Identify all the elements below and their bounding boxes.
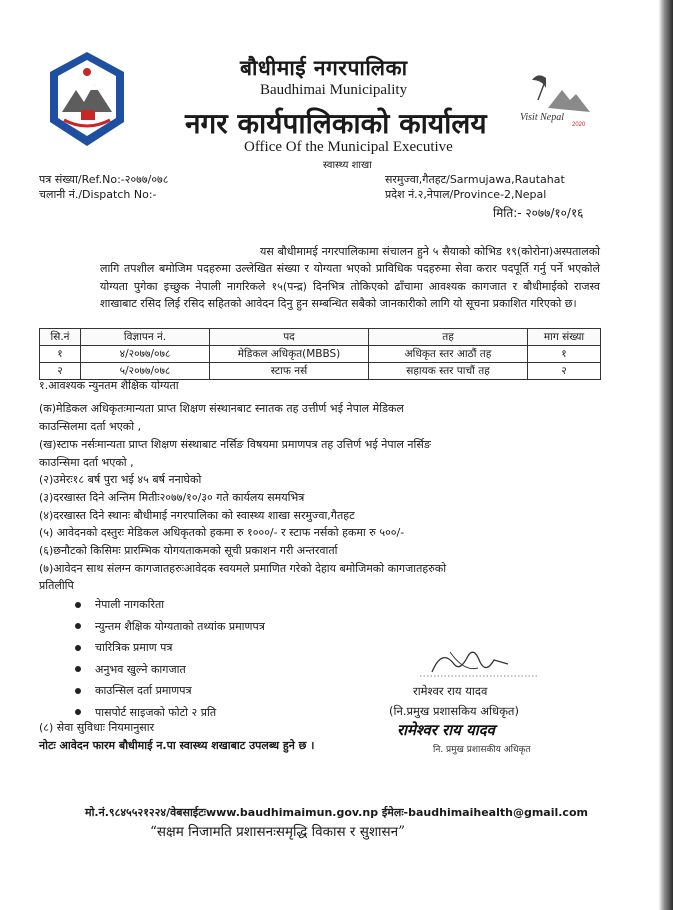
req-benefits: (८) सेवा सुविधाः नियमानुसार xyxy=(39,721,155,734)
req-nurse-line2: काउन्सिमा दर्ता भएको , xyxy=(39,456,134,469)
bullet-icon xyxy=(75,666,81,672)
bullet-icon xyxy=(75,623,81,629)
reference-number: पत्र संख्या/Ref.No:-२०७७/०७८ xyxy=(39,173,169,186)
cell-level: अधिकृत स्तर आठौं तह xyxy=(369,346,528,363)
footer-motto: “सक्षम निजामति प्रशासनःसमृद्धि विकास र सुशासन” xyxy=(150,824,406,840)
signatory-title: (नि.प्रमुख प्रशासकिय अधिकृत) xyxy=(389,704,519,718)
visit-nepal-logo-icon xyxy=(518,70,598,128)
cell-demand: २ xyxy=(528,363,601,380)
req-fee: (५) आवेदनको दस्तुरः मेडिकल अधिकृतको हकमा रु १०००/- र स्टाफ नर्सको हकमा रु ५००/- xyxy=(39,526,405,539)
page-edge-shadow xyxy=(659,0,673,910)
note-text: नोटः आवेदन फारम बौधीमाई न.पा स्वास्थ्य शखाबाट उपलब्ध हुने छ । xyxy=(39,739,315,752)
req-age: (२)उमेरः१८ बर्ष पुरा भई ४५ बर्ष ननाघेको xyxy=(39,473,202,486)
cell-post: मेडिकल अधिकृत(MBBS) xyxy=(210,346,369,363)
vacancy-table xyxy=(39,328,601,380)
col-demand: माग संख्या xyxy=(528,329,601,346)
col-advert-no: विज्ञापन नं. xyxy=(81,329,210,346)
section-name: स्वास्थ्य शाखा xyxy=(323,160,372,171)
municipality-emblem-icon xyxy=(44,50,130,150)
list-item: काउन्सिल दर्ता प्रमाणपत्र xyxy=(75,680,265,702)
req-deadline: (३)दरखास्त दिने अन्तिम मितीः२०७७/१०/३० गते कार्यलय समयभित्र xyxy=(39,491,305,504)
bullet-icon xyxy=(75,709,81,715)
documents-list xyxy=(75,594,265,723)
org-name-nepali: बौधीमाई नगरपालिका xyxy=(240,56,408,80)
signatory-name: रामेश्वर राय यादव xyxy=(413,684,488,698)
list-item: नेपाली नागकरिता xyxy=(75,594,265,616)
office-title-nepali: नगर कार्यपालिकाको कार्यालय xyxy=(185,107,487,140)
req-location: (४)दरखास्त दिने स्थानः बौधीमाई नगरपालिका को स्वास्थ्य शाखा सरमुज्वा,गैतहट xyxy=(39,509,355,522)
list-item: चारित्रिक प्रमाण पत्र xyxy=(75,637,265,659)
req-documents-line2: प्रतिलीपि xyxy=(39,579,74,592)
org-name-english: Baudhimai Municipality xyxy=(260,82,408,98)
notice-first-line: यस बौधीमामई नगरपालिकामा संचालन हुने ५ सैयाको कोभिड xyxy=(260,245,502,258)
address-line-2: प्रदेश नं.२,नेपाल/Province-2,Nepal xyxy=(385,188,547,201)
col-level: तह xyxy=(369,329,528,346)
list-item: अनुभव खुल्ने कागजात xyxy=(75,659,265,681)
bullet-icon xyxy=(75,602,81,608)
cell-demand: १ xyxy=(528,346,601,363)
address-line-1: सरमुज्वा,गैतहट/Sarmujawa,Rautahat xyxy=(385,173,565,186)
visit-nepal-year: 2020 xyxy=(572,122,586,128)
notice-date: मिति:- २०७७/१०/१६ xyxy=(493,206,584,220)
table-header-row xyxy=(40,329,601,346)
col-post: पद xyxy=(210,329,369,346)
req-medical-line2: काउन्सिलमा दर्ता भएको , xyxy=(39,420,142,433)
req-medical-line1: (क)मेडिकल अधिकृतःमान्यता प्राप्त शिक्षण संस्थानबाट स्नातक तह उत्तीर्ण भई नेपाल मेडिकल xyxy=(39,402,404,415)
table-row xyxy=(40,346,601,363)
bullet-icon xyxy=(75,688,81,694)
stamp-name: रामेश्वर राय यादव xyxy=(397,721,495,739)
dispatch-number: चलानी नं./Dispatch No:- xyxy=(39,188,157,201)
bullet-icon xyxy=(75,645,81,651)
req-selection: (६)छनौटको किसिमः प्रारम्भिक योगयताकमको सूची प्रकाशन गरी अन्तरवार्ता xyxy=(39,544,338,557)
req-nurse-line1: (ख)स्टाफ नर्सःमान्यता प्राप्त शिक्षण संस्थाबाट नर्सिङ विषयमा प्रमाणपत्र तह उत्तिर्ण भई नेपाल नर्सिङ xyxy=(39,438,431,451)
table-row xyxy=(40,363,601,380)
stamp-title: नि. प्रमुख प्रशासकीय अधिकृत xyxy=(433,745,531,755)
cell-post: स्टाफ नर्स xyxy=(210,363,369,380)
req-qualification-heading: १.आवश्यक न्युनतम शैक्षिक योग्यता xyxy=(39,379,179,392)
signature-scribble-icon xyxy=(420,642,540,682)
cell-serial: १ xyxy=(40,346,81,363)
footer-contact-line: मो.नं.९८४५५२१२२४/वेबसाईटःwww.baudhimaimun.gov.np ईमेलः-baudhimaihealth@gmail.com xyxy=(85,806,588,819)
office-title-english: Office Of the Municipal Executive xyxy=(244,139,453,155)
notice-rest: १९(कोरोना)अस्पतालको लागि तपशील बमोजिम पदहरुमा उल्लेखित संख्या र योग्यता भएको प्राविधिक पदहरुमा सेवा करार पदपूर्ति गर्नु पर्ने भएकोले योग्यता पुगेका इच्छुक नेपाली नागरिकले १५(पन्द्र) दिनभित्र तोकिएको ढाँचामा आवश्यक कागजात र बौधीमाईको राजस्व शाखाबाट रसिद लिई रसिद सहितको आवेदन दिनु हुन सम्बन्धित सबैको जानकारीको लागि यो सूचना प्रकाशित गरिएको छ। xyxy=(100,245,601,311)
cell-advert-no: ४/२०७७/०७८ xyxy=(81,346,210,363)
cell-advert-no: ५/२०७७/०७८ xyxy=(81,363,210,380)
visit-nepal-text: Visit Nepal xyxy=(520,112,564,123)
notice-paragraph xyxy=(100,243,600,313)
req-documents-line1: (७)आवेदन साथ संलग्न कागजातहरुःआवेदक स्वयमले प्रमाणित गरेको देहाय बमोजिमको कागजातहरुको xyxy=(39,562,447,575)
list-item: पासपोर्ट साइजको फोटो २ प्रति xyxy=(75,702,265,724)
cell-level: सहायक स्तर पाचौं तह xyxy=(369,363,528,380)
cell-serial: २ xyxy=(40,363,81,380)
col-serial: सि.नं xyxy=(40,329,81,346)
list-item: न्युन्तम शैक्षिक योग्यताको तथ्यांक प्रमाणपत्र xyxy=(75,616,265,638)
